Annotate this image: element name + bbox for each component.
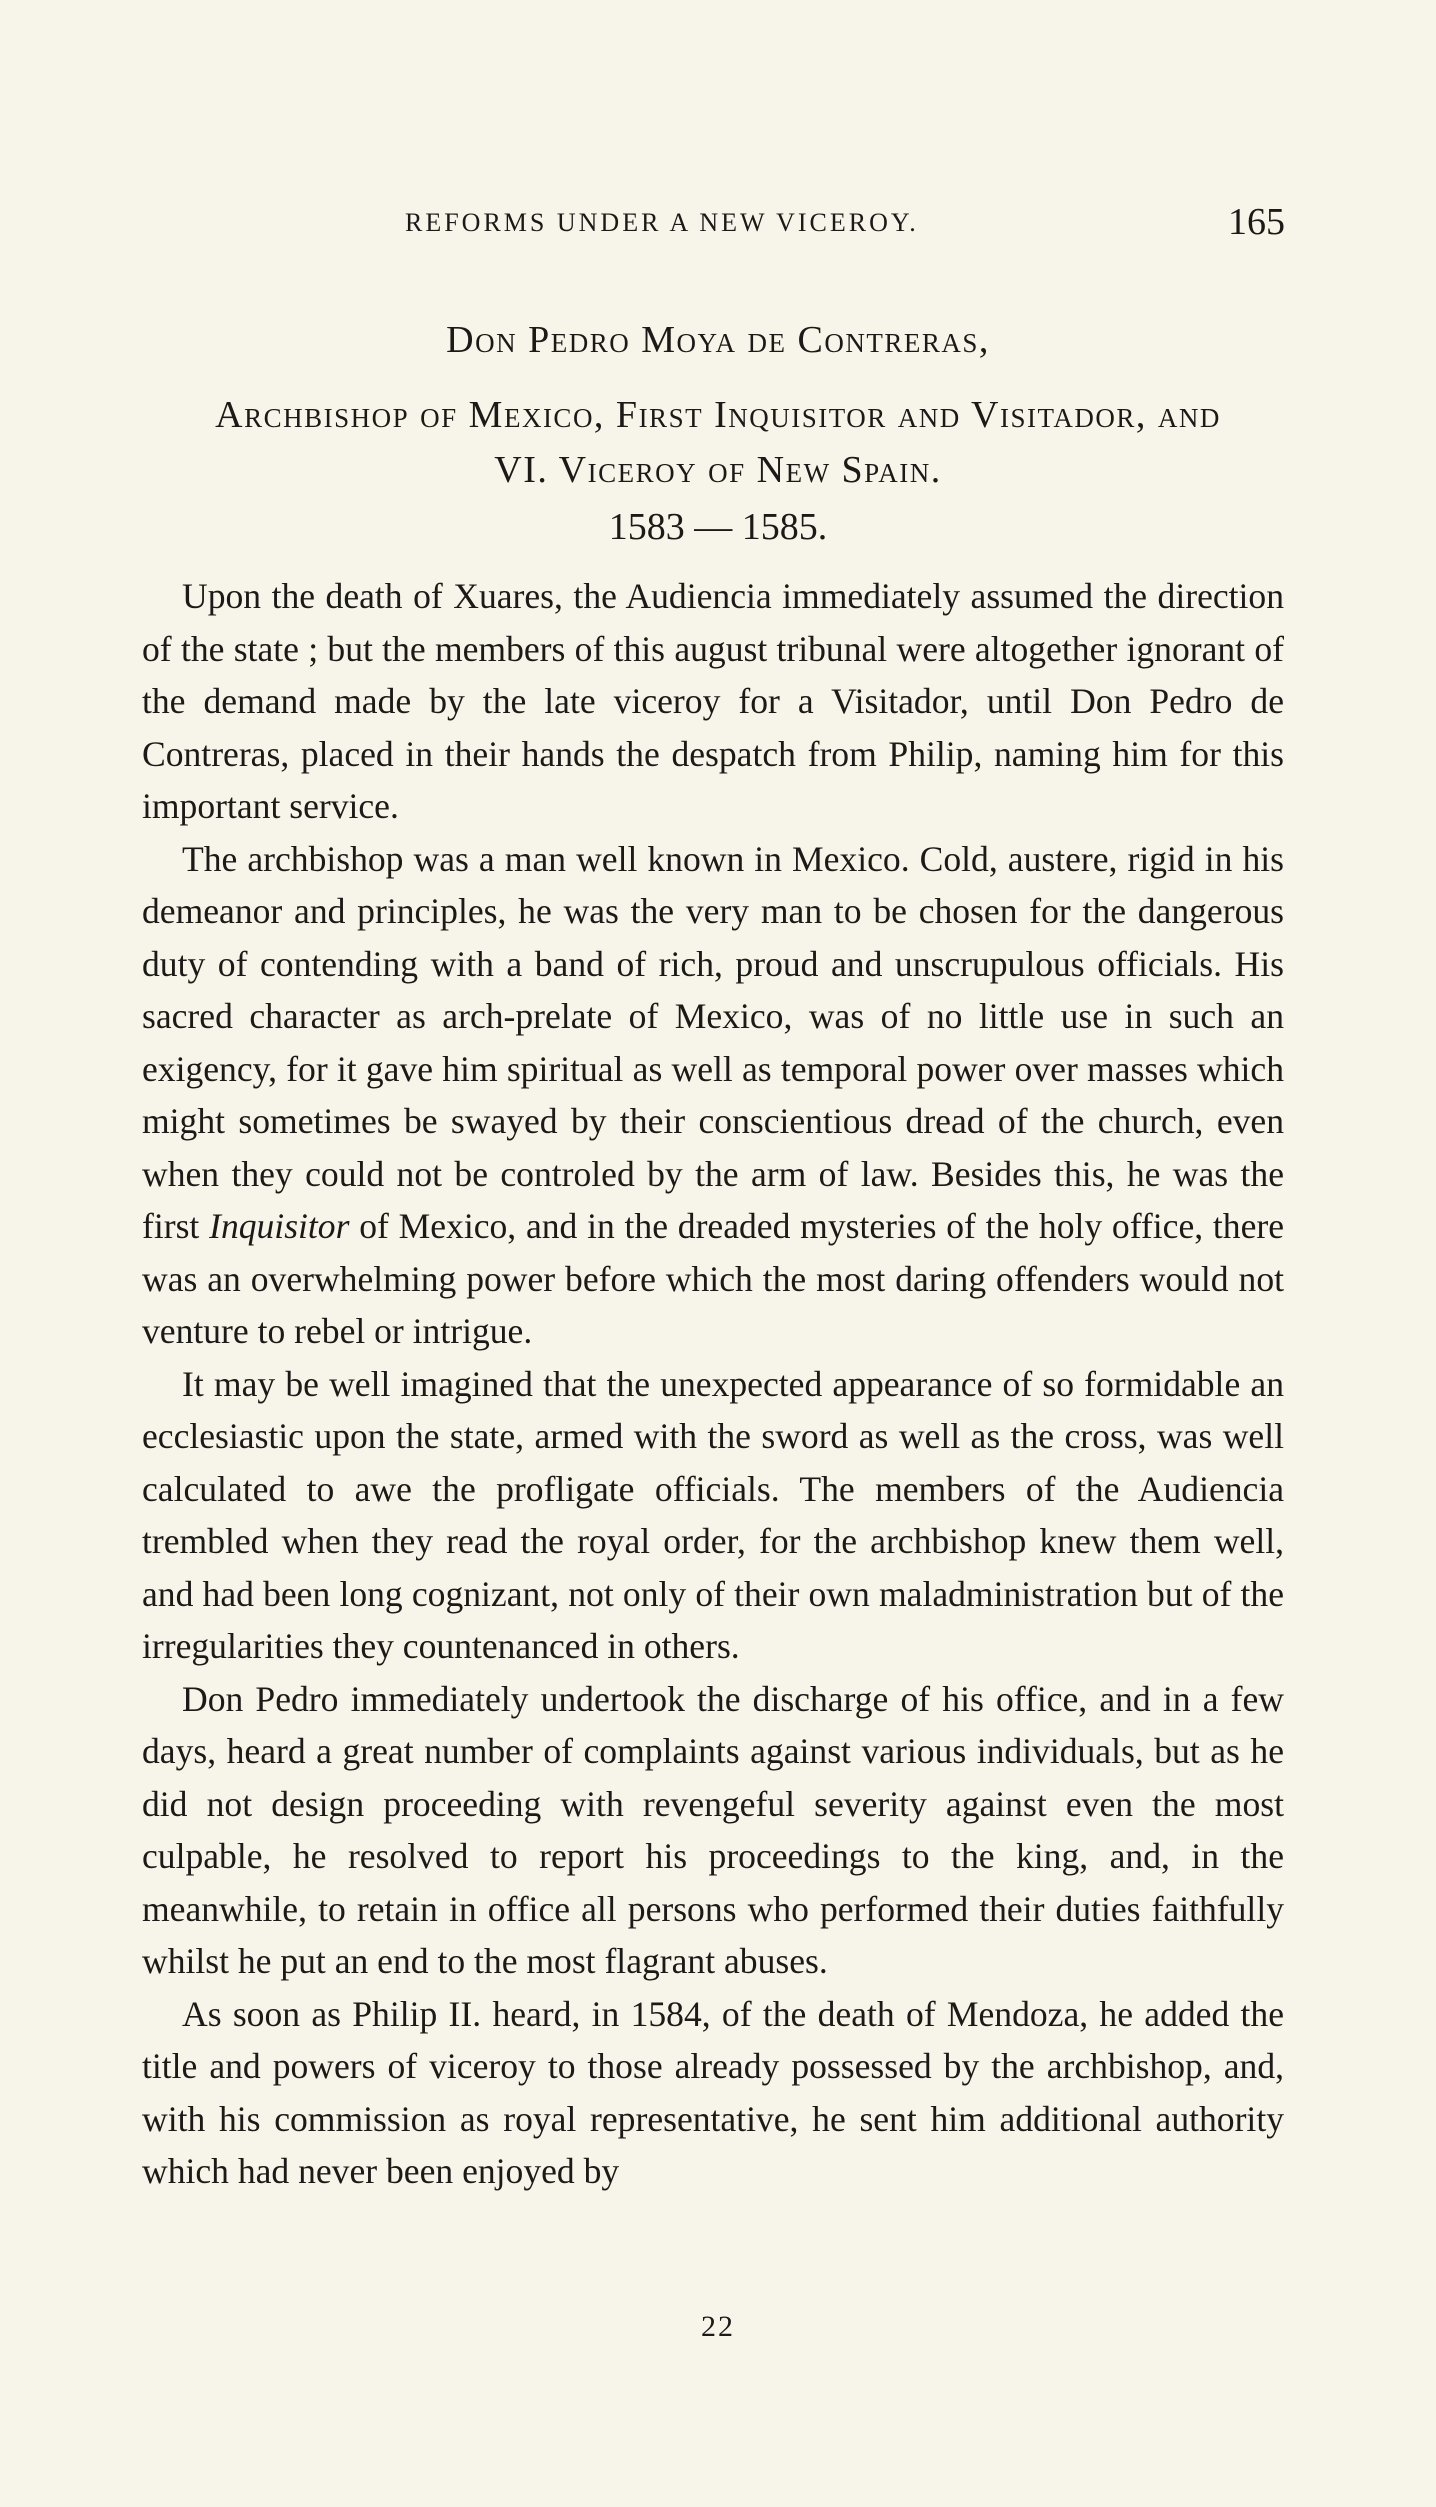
signature-mark: 22 (701, 2310, 735, 2343)
paragraph-text: The archbishop was a man well known in Mexico. Cold, austere, rigid in his demeanor and principles, he was the very man to be chosen for the dangerous duty of contending with a band of rich, proud and unscrupulous officials. His sacred character as arch-prelate of Mexico, was of no little use in such an exigency, for it gave him spiritual as well as temporal power over masses which might sometimes be swayed by their conscientious dread of the church, even when they could not be controled by the arm of law. Besides this, he was the first (142, 838, 1284, 1246)
chapter-title-offices: Archbishop of Mexico, First Inquisitor and Visitador, and (215, 394, 1221, 436)
body-text (142, 570, 1284, 2198)
paragraph: Don Pedro immediately undertook the discharge of his office, and in a few days, heard a great number of complaints against various individuals, but as he did not design proceeding with revengeful severity against even the most culpable, he resolved to report his proceedings to the king, and, in the meanwhile, to retain in office all persons who performed their duties faithfully whilst he put an end to the most flagrant abuses. (142, 1678, 1284, 1981)
paragraph: As soon as Philip II. heard, in 1584, of the death of Mendoza, he added the title and powers of viceroy to those already possessed by the archbishop, and, with his commission as royal representative, he sent him additional authority which had never been enjoyed by (142, 1993, 1284, 2191)
paragraph: It may be well imagined that the unexpected appearance of so formidable an ecclesiastic upon the state, armed with the sword as well as the cross, was well calculated to awe the profligate officials. The members of the Audiencia trembled when they read the royal order, for the archbishop knew them well, and had been long cognizant, not only of their own maladministration but of the irregularities they countenanced in others. (142, 1363, 1284, 1666)
chapter-title-viceroy: VI. Viceroy of New Spain. (494, 449, 942, 491)
paragraph (142, 833, 1284, 1358)
italic-term: Inquisitor (209, 1206, 350, 1246)
chapter-title-dates: 1583 — 1585. (608, 506, 828, 548)
running-head: REFORMS UNDER A NEW VICEROY. (405, 208, 919, 237)
paragraph: Upon the death of Xuares, the Audiencia immediately assumed the direction of the state ; but the members of this august tribunal were altogether ignorant of the demand made by the late viceroy for a Visitador, until Don Pedro de Contreras, placed in their hands the despatch from Philip, naming him for this important service. (142, 576, 1284, 826)
page-number: 165 (1228, 201, 1285, 243)
chapter-title-name: Don Pedro Moya de Contreras, (446, 319, 990, 361)
paragraph-text: of Mexico, and in the dreaded mysteries of the holy office, there was an overwhelming power before which the most daring offenders would not venture to rebel or intrigue. (142, 1206, 1284, 1351)
